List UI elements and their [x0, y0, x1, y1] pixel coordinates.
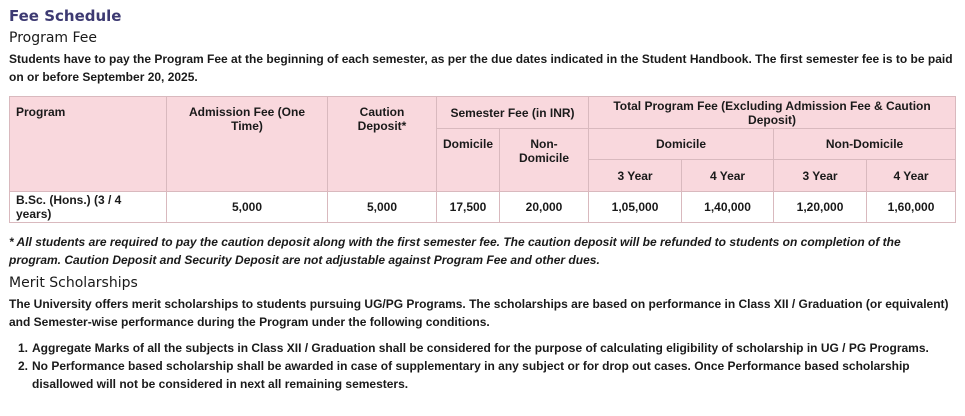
header-non-domicile-4-year: 4 Year — [867, 160, 956, 192]
cell-admission-fee: 5,000 — [167, 192, 328, 223]
cell-total-domicile-4-year: 1,40,000 — [682, 192, 774, 223]
header-semester-non-domicile: Non-Domicile — [500, 129, 589, 192]
cell-total-non-domicile-3-year: 1,20,000 — [774, 192, 867, 223]
header-caution-deposit: Caution Deposit* — [328, 97, 437, 192]
header-semester-fee: Semester Fee (in INR) — [437, 97, 589, 129]
cell-caution-deposit: 5,000 — [328, 192, 437, 223]
page-title: Fee Schedule — [9, 7, 122, 25]
table-header-row — [10, 97, 956, 129]
header-program: Program — [10, 97, 167, 192]
list-item-text: Aggregate Marks of all the subjects in Class XII / Graduation shall be considered for the purpose of calculating eligibility of scholarship in UG / PG Programs. — [32, 341, 929, 355]
cell-total-non-domicile-4-year: 1,60,000 — [867, 192, 956, 223]
cell-semester-non-domicile: 20,000 — [500, 192, 589, 223]
list-item — [9, 357, 955, 393]
list-item-number: 2. — [17, 359, 28, 373]
cell-semester-domicile: 17,500 — [437, 192, 500, 223]
table-row — [10, 192, 956, 223]
cell-total-domicile-3-year: 1,05,000 — [589, 192, 682, 223]
header-non-domicile-3-year: 3 Year — [774, 160, 867, 192]
merit-scholarships-heading: Merit Scholarships — [9, 275, 138, 291]
program-fee-intro: Students have to pay the Program Fee at the beginning of each semester, as per the due dates indicated in the Student Handbook. The first semester fee is to be paid on or before September 20, 2025. — [9, 52, 953, 84]
header-total-program-fee: Total Program Fee (Excluding Admission Fee & Caution Deposit) — [589, 97, 956, 129]
header-semester-domicile: Domicile — [437, 129, 500, 192]
cell-program: B.Sc. (Hons.) (3 / 4 years) — [10, 192, 167, 223]
merit-scholarships-intro: The University offers merit scholarships to students pursuing UG/PG Programs. The scholarships are based on performance in Class XII / Graduation (or equivalent) and Semester-wise performance during the Program under the following conditions. — [9, 297, 949, 329]
list-item-text: No Performance based scholarship shall be awarded in case of supplementary in any subject or for drop out cases. Once Performance based scholarship disallowed will not be considered in next all remaining semesters. — [32, 359, 910, 391]
scholarship-conditions-list — [9, 339, 955, 393]
caution-deposit-footnote: * All students are required to pay the caution deposit along with the first semester fee. The caution deposit will be refunded to students on completion of the program. Caution Deposit and Security Deposit are not adjustable against Program Fee and other dues. — [9, 235, 901, 267]
program-fee-heading: Program Fee — [9, 30, 98, 46]
list-item-number: 1. — [17, 341, 28, 355]
header-domicile-4-year: 4 Year — [682, 160, 774, 192]
list-item — [9, 339, 955, 357]
header-domicile-3-year: 3 Year — [589, 160, 682, 192]
header-admission-fee: Admission Fee (One Time) — [167, 97, 328, 192]
fee-table — [9, 96, 956, 223]
header-total-domicile: Domicile — [589, 129, 774, 160]
header-total-non-domicile: Non-Domicile — [774, 129, 956, 160]
